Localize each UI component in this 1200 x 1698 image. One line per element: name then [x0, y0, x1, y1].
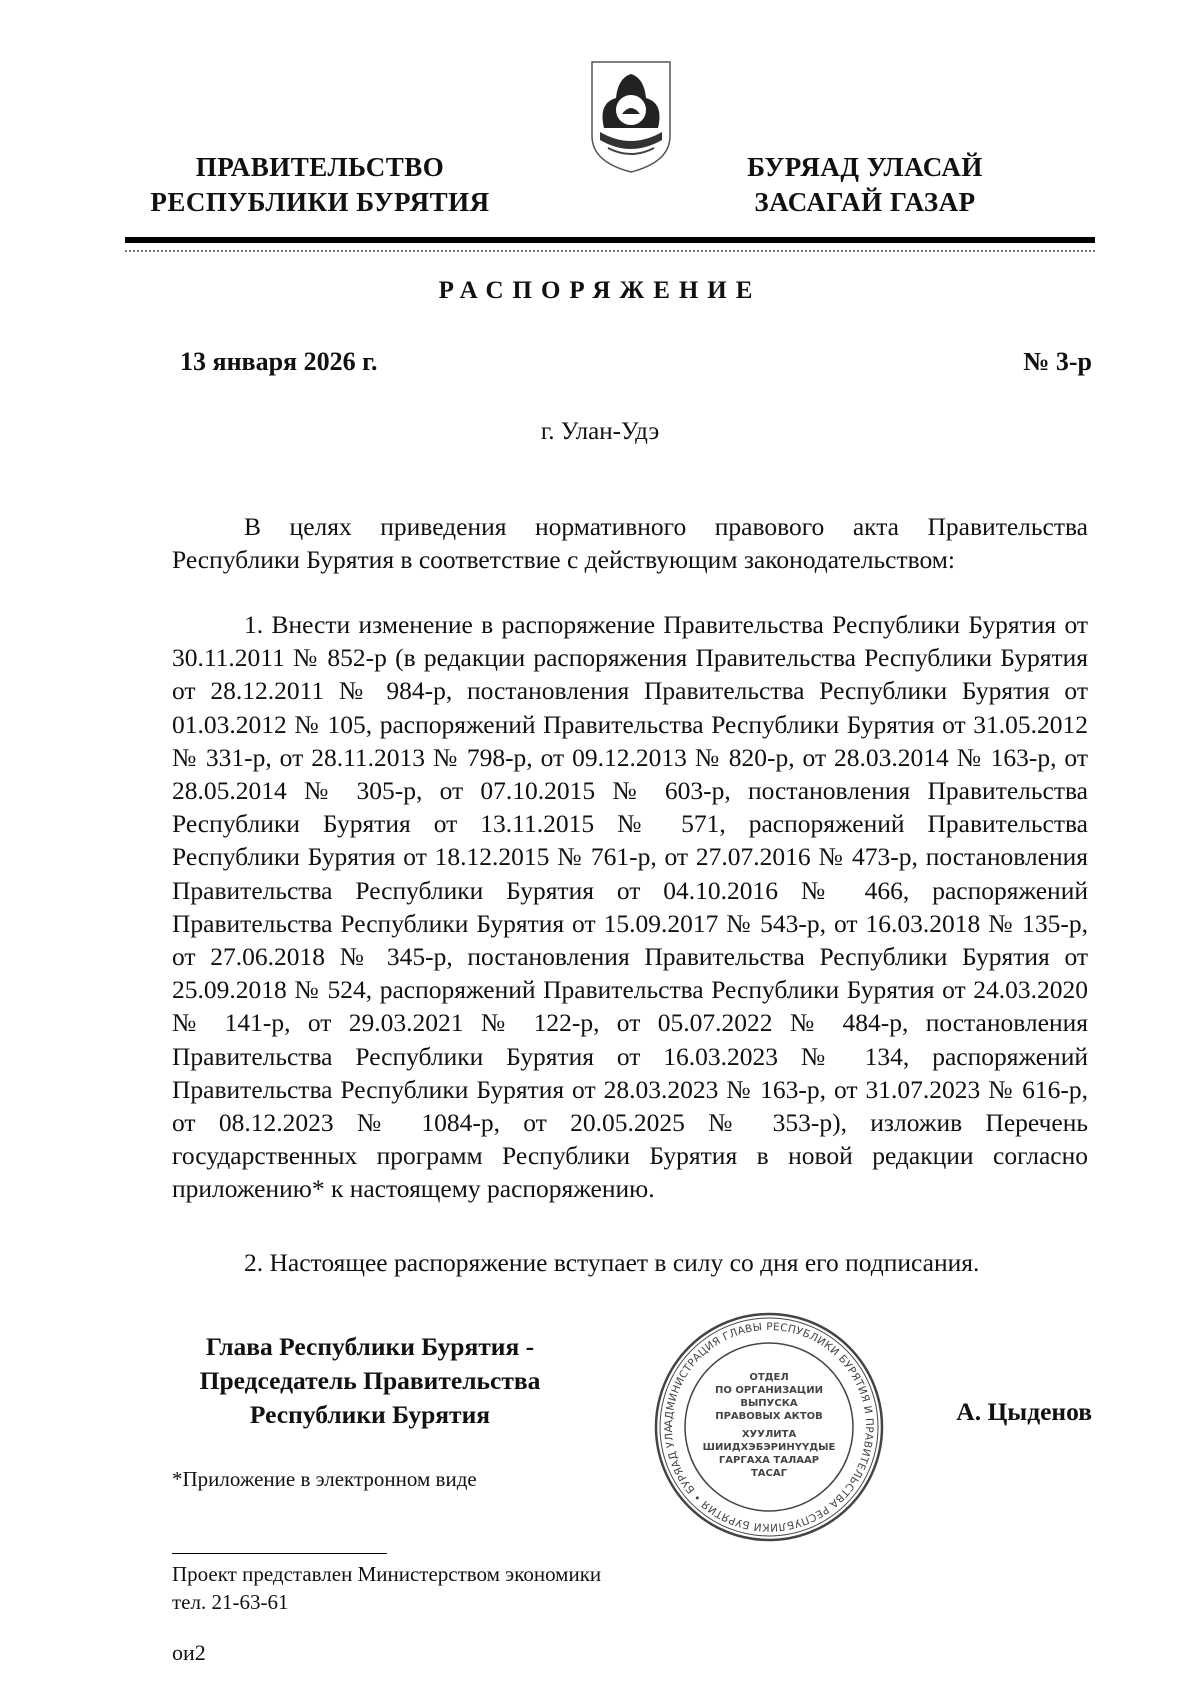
stamp-inner-line: ТАСАГ: [750, 1468, 788, 1479]
stamp-inner-line: ПРАВОВЫХ АКТОВ: [715, 1411, 823, 1422]
footnote-divider: [172, 1553, 387, 1554]
header-left-line1: ПРАВИТЕЛЬСТВО: [195, 152, 445, 182]
stamp-inner-line: ПО ОРГАНИЗАЦИИ: [715, 1385, 823, 1396]
preamble-paragraph: В целях приведения нормативного правового акта Правительства Республики Бурятия в соответствие с действующим законодательством:: [172, 512, 1088, 575]
header-right: [700, 150, 1030, 220]
appendix-note: *Приложение в электронном виде: [172, 1467, 477, 1491]
header-left-line2: РЕСПУБЛИКИ БУРЯТИЯ: [150, 187, 490, 217]
signature-line2: Председатель Правительства: [199, 1366, 541, 1395]
signature-position: [160, 1330, 580, 1432]
header-divider-thin: [125, 250, 1095, 252]
document-date: 13 января 2026 г.: [180, 347, 378, 376]
header-left: [150, 150, 490, 220]
signature-line3: Республики Бурятия: [249, 1400, 491, 1429]
header-right-line2: ЗАСАГАЙ ГАЗАР: [754, 187, 976, 217]
item-2-paragraph: 2. Настоящее распоряжение вступает в силу со дня его подписания.: [244, 1248, 980, 1277]
header-divider: [125, 237, 1095, 243]
document-city: г. Улан-Удэ: [540, 418, 660, 445]
signer-name: А. Цыденов: [956, 1397, 1092, 1426]
footnote-line2: тел. 21-63-61: [172, 1590, 289, 1614]
footnote-line1: Проект представлен Министерством экономики: [172, 1562, 602, 1586]
coat-of-arms-icon: [588, 58, 674, 176]
item-1-paragraph: 1. Внести изменение в распоряжение Правительства Республики Бурятия от 30.11.2011 № 852-р (в редакции распоряжения Правительства Республики Бурятия от 28.12.2011 № 984-р, постановления Правительства Республики Бурятия от 01.03.2012 № 105, распоряжений Правительства Республики Бурятия от 31.05.2012 № 331-р, от 28.11.2013 № 798-р, от 09.12.2013 № 820-р, от 28.03.2014 № 163-р, от 28.05.2014 № 305-р, от 07.10.2015 № 603-р, постановления Правительства Республики Бурятия от 13.11.2015 № 571, распоряжений Правительства Республики Бурятия от 18.12.2015 № 761-р, от 27.07.2016 № 473-р, постановления Правительства Республики Бурятия от 04.10.2016 № 466, распоряжений Правительства Республики Бурятия от 15.09.2017 № 543-р, от 16.03.2018 № 135-р, от 27.06.2018 № 345-р, постановления Правительства Республики Бурятия от 25.09.2018 № 524, распоряжений Правительства Республики Бурятия от 24.03.2020 № 141-р, от 29.03.2021 № 122-р, от 05.07.2022 № 484-р, постановления Правительства Республики Бурятия от 16.03.2023 № 134, распоряжений Правительства Республики Бурятия от 28.03.2023 № 163-р, от 31.07.2023 № 616-р, от 08.12.2023 № 1084-р, от 20.05.2025 № 353-р), изложив Перечень государственных программ Республики Бурятия в новой редакции согласно приложению* к настоящему распоряжению.: [172, 610, 1088, 1204]
document-code: ои2: [172, 1640, 206, 1665]
document-number: № 3-р: [1023, 347, 1092, 376]
stamp-inner-line: ГАРГАХА ТАЛААР: [718, 1455, 820, 1466]
stamp-ring-text: АДМИНИСТРАЦИЯ ГЛАВЫ РЕСПУБЛИКИ БУРЯТИЯ И ПРАВИТЕЛЬСТВА РЕСПУБЛИКИ БУРЯТИЯ • БУРЯАД УЛА: [662, 1320, 876, 1534]
stamp-inner-line: ВЫПУСКА: [740, 1398, 798, 1409]
footnote: [172, 1560, 601, 1616]
document-title: РАСПОРЯЖЕНИЕ: [438, 277, 762, 304]
header-right-line1: БУРЯАД УЛАСАЙ: [747, 152, 983, 182]
stamp-inner-line: ШИИДХЭБЭРИНҮҮДЫЕ: [702, 1442, 836, 1453]
stamp-inner-line: ОТДЕЛ: [749, 1372, 789, 1383]
signature-line1: Глава Республики Бурятия -: [205, 1332, 535, 1361]
stamp-inner-line: ХУУЛИТА: [741, 1429, 797, 1440]
official-stamp: [652, 1310, 886, 1544]
